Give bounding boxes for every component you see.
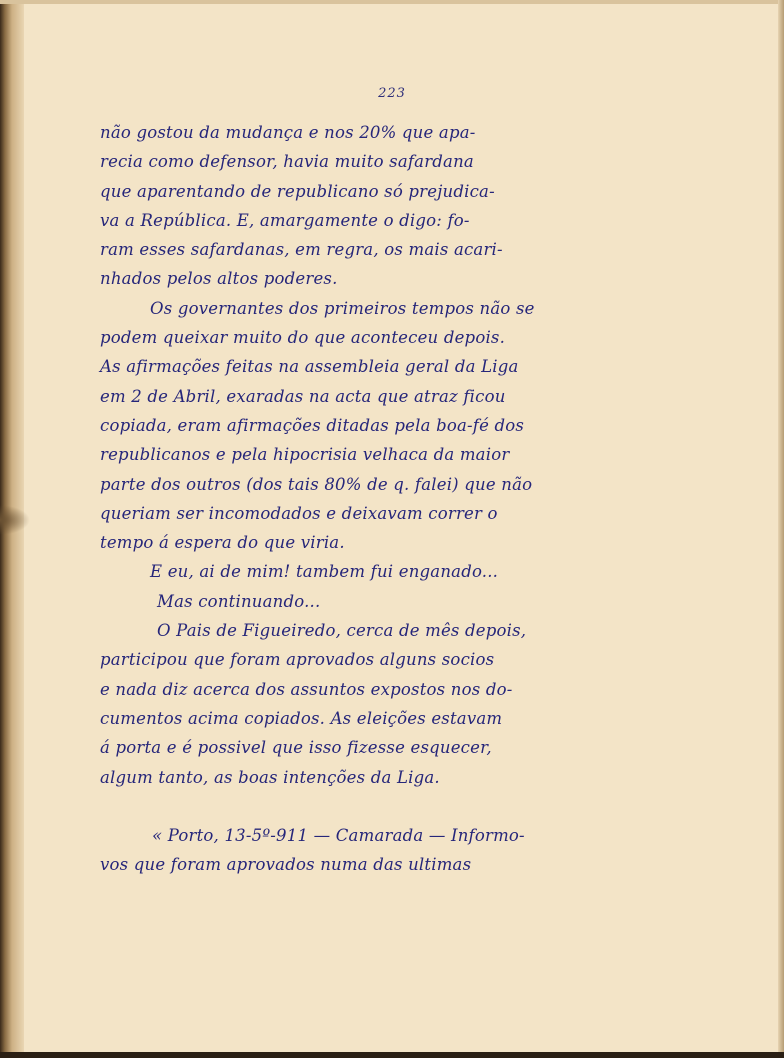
paragraph-gap (100, 792, 620, 821)
text-line: va a República. E, amargamente o digo: fo- (100, 210, 470, 230)
text-line: republicanos e pela hipocrisia velhaca da maior (100, 445, 510, 465)
page-top-edge (0, 0, 784, 4)
page-fold-shadow (0, 505, 30, 535)
text-line: á porta e é possivel que isso fizesse esquecer, (100, 738, 492, 758)
text-line: Os governantes dos primeiros tempos não se (150, 298, 535, 318)
text-line: copiada, eram afirmações ditadas pela boa-fé dos (100, 415, 525, 435)
text-line: participou que foram aprovados alguns socios (100, 650, 495, 670)
text-line: tempo á espera do que viria. (100, 533, 345, 553)
page-number: 223 (378, 86, 406, 101)
text-line: parte dos outros (dos tais 80% de q. falei) que não (100, 474, 533, 494)
text-line: não gostou da mudança e nos 20% que apa- (100, 123, 476, 142)
text-line: cumentos acima copiados. As eleições estavam (100, 708, 503, 728)
text-line: podem queixar muito do que aconteceu depois. (100, 328, 506, 348)
text-line: « Porto, 13-5º-911 — Camarada — Informo- (152, 826, 525, 846)
text-line: recia como defensor, havia muito safardana (100, 152, 474, 172)
text-line: e nada diz acerca dos assuntos expostos nos do- (100, 679, 513, 699)
page-bottom-edge (0, 1052, 784, 1058)
page-right-edge (778, 0, 784, 1058)
text-line: E eu, ai de mim! tambem fui enganado... (150, 562, 499, 582)
text-line: queriam ser incomodados e deixavam correr o (100, 503, 498, 523)
text-line: vos que foram aprovados numa das ultimas (100, 855, 472, 875)
text-line: As afirmações feitas na assembleia geral da Liga (100, 357, 519, 377)
text-line: ram esses safardanas, em regra, os mais acari- (100, 240, 503, 260)
text-line: que aparentando de republicano só prejudica- (100, 181, 495, 201)
text-line: O Pais de Figueiredo, cerca de mês depois, (157, 621, 527, 641)
handwritten-text (100, 118, 620, 880)
text-line: nhados pelos altos poderes. (100, 269, 338, 289)
text-line: Mas continuando... (157, 591, 321, 611)
text-line: algum tanto, as boas intenções da Liga. (100, 767, 440, 787)
text-line: em 2 de Abril, exaradas na acta que atraz ficou (100, 386, 506, 406)
